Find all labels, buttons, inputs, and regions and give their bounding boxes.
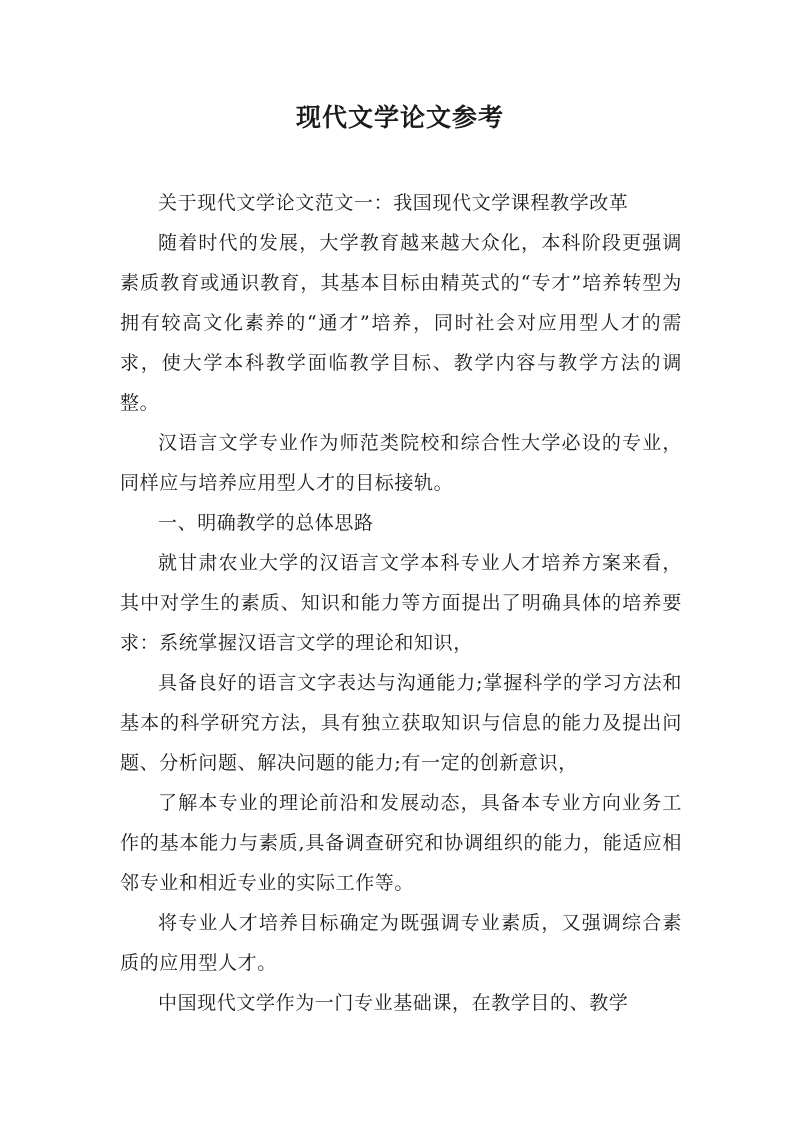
paragraph: 中国现代文学作为一门专业基础课，在教学目的、教学 [158, 992, 629, 1014]
paragraph: 随着时代的发展，大学教育越来越大众化，本科阶段更强调素质教育或通识教育，其基本目标由精英式的“专才”培养转型为拥有较高文化素养的“通才”培养，同时社会对应用型人才的需求，使大学本科教学面临教学目标、教学内容与教学方法的调整。 [120, 232, 682, 414]
paragraph: 将专业人才培养目标确定为既强调专业素质，又强调综合素质的应用型人才。 [120, 912, 682, 974]
paragraph: 就甘肃农业大学的汉语言文学本科专业人才培养方案来看，其中对学生的素质、知识和能力等方面提出了明确具体的培养要求：系统掌握汉语言文学的理论和知识， [120, 552, 682, 654]
paragraph-heading-intro: 关于现代文学论文范文一：我国现代文学课程教学改革 [158, 192, 629, 214]
paragraph: 汉语言文学专业作为师范类院校和综合性大学必设的专业，同样应与培养应用型人才的目标接轨。 [120, 432, 682, 494]
document-title: 现代文学论文参考 [295, 103, 504, 132]
document-body [120, 183, 682, 1023]
section-heading: 一、明确教学的总体思路 [158, 512, 374, 534]
paragraph: 具备良好的语言文字表达与沟通能力;掌握科学的学习方法和基本的科学研究方法，具有独立获取知识与信息的能力及提出问题、分析问题、解决问题的能力;有一定的创新意识， [120, 672, 682, 774]
paragraph: 了解本专业的理论前沿和发展动态，具备本专业方向业务工作的基本能力与素质,具备调查研究和协调组织的能力，能适应相邻专业和相近专业的实际工作等。 [120, 792, 682, 894]
